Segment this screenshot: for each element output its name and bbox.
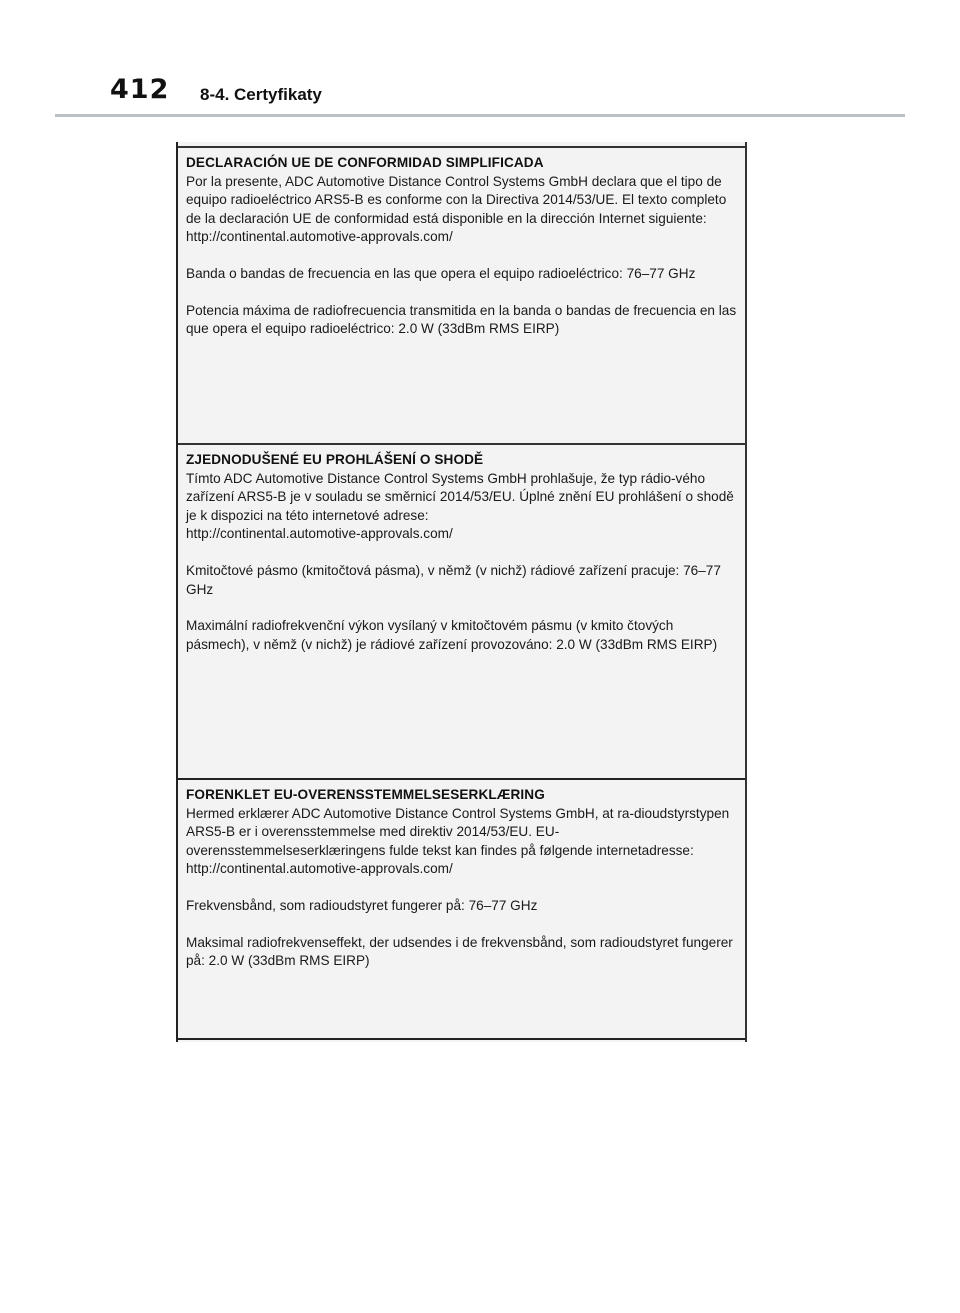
declaration-title: ZJEDNODUŠENÉ EU PROHLÁŠENÍ O SHODĚ [186,452,484,467]
frequency-band: Kmitočtové pásmo (kmitočtová pásma), v němž (v nichž) rádiové zařízení pracuje: 76–77 GHz [186,562,721,597]
declaration-cz [178,443,745,777]
declaration-url[interactable]: http://continental.automotive-approvals.com/ [186,526,453,542]
declaration-url[interactable]: http://continental.automotive-approvals.com/ [186,861,453,877]
frequency-band: Frekvensbånd, som radioudstyret fungerer på: 76–77 GHz [186,897,538,913]
declaration-title: FORENKLET EU-OVERENSSTEMMELSESERKLÆRING [186,787,545,802]
scanned-certificate [176,142,747,1042]
section-title: 8-4. Certyfikaty [200,85,322,104]
max-power: Maksimal radiofrekvenseffekt, der udsendes i de frekvensbånd, som radioudstyret fungerer på: 2.0 W (33dBm RMS EIRP) [186,934,733,969]
page-header [0,0,960,120]
declaration-es [178,146,745,442]
declaration-da [178,778,745,1040]
max-power: Potencia máxima de radiofrecuencia transmitida en la banda o bandas de frecuencia en las que opera el equipo radioeléctrico: 2.0 W (33dBm RMS EIRP) [186,302,737,337]
header-divider [55,114,905,117]
max-power: Maximální radiofrekvenční výkon vysílaný v kmitočtovém pásmu (v kmito čtových pásmech), v němž (v nichž) je rádiové zařízení provozováno: 2.0 W (33dBm RMS EIRP) [186,618,718,652]
declaration-body: Por la presente, ADC Automotive Distance Control Systems GmbH declara que el tipo de equipo radioeléctrico ARS5-B es conforme con la Directiva 2014/53/UE. El texto completo de la declaración UE de conformidad está disponible en la dirección Internet siguiente: [186,173,727,226]
declaration-body: Tímto ADC Automotive Distance Control Systems GmbH prohlašuje, že typ rádio-vého zařízení ARS5-B je v souladu se směrnicí 2014/53/EU. Úplné znění EU prohlášení o shodě je k dispozici na této internetové adrese: [186,470,734,523]
page-number: 412 [110,74,170,105]
declaration-body: Hermed erklærer ADC Automotive Distance Control Systems GmbH, at ra-dioudstyrstypen ARS5-B er i overensstemmelse med direktiv 2014/53/EU. EU-overensstemmelseserklæringens fulde tekst kan findes på følgende internetadresse: [186,805,730,858]
frequency-band: Banda o bandas de frecuencia en las que opera el equipo radioeléctrico: 76–77 GHz [186,265,696,281]
declaration-title: DECLARACIÓN UE DE CONFORMIDAD SIMPLIFICADA [186,155,544,170]
declaration-url[interactable]: http://continental.automotive-approvals.com/ [186,229,453,245]
